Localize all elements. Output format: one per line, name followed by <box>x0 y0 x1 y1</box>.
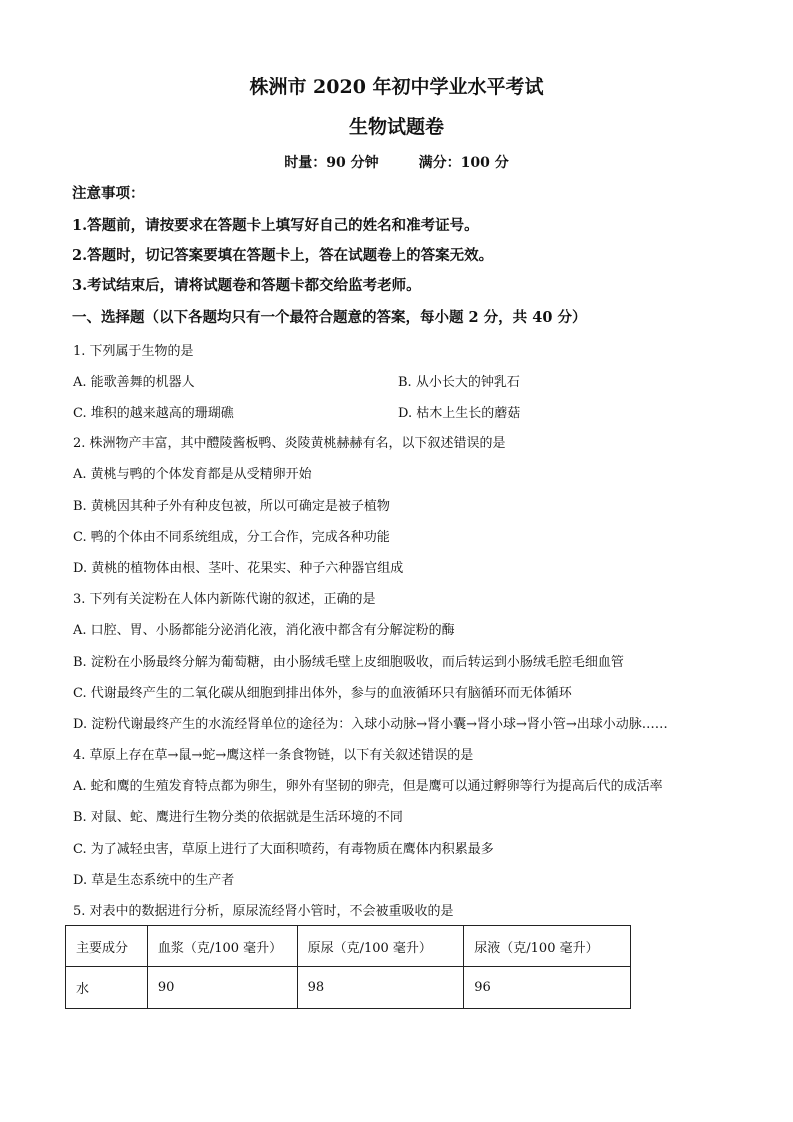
question-3-option-c: C. 代谢最终产生的二氧化碳从细胞到排出体外，参与的血液循环只有脑循环而无体循环 <box>73 686 572 701</box>
table-header-cell: 血浆（克/100 毫升） <box>147 926 297 967</box>
notice-item-1: 1.答题前，请按要求在答题卡上填写好自己的姓名和准考证号。 <box>72 217 479 234</box>
question-4-option-b: B. 对鼠、蛇、鹰进行生物分类的依据就是生活环境的不同 <box>73 810 403 825</box>
table-cell: 96 <box>464 967 631 1009</box>
question-1-option-a: A. 能歌善舞的机器人 <box>73 375 195 390</box>
section-heading: 一、选择题（以下各题均只有一个最符合题意的答案，每小题 2 分，共 40 分） <box>72 309 587 326</box>
data-table <box>65 925 631 1009</box>
table-row <box>66 967 631 1009</box>
time-limit: 时量：90 分钟 <box>284 155 379 171</box>
notice-item-3: 3.考试结束后，请将试题卷和答题卡都交给监考老师。 <box>72 277 421 294</box>
question-3-option-d: D. 淀粉代谢最终产生的水流经肾单位的途径为：入球小动脉→肾小囊→肾小球→肾小管→出球小动脉…… <box>73 717 668 732</box>
table-cell: 水 <box>66 967 148 1009</box>
table-header-row <box>66 926 631 967</box>
table-header-cell: 原尿（克/100 毫升） <box>297 926 464 967</box>
table-cell: 90 <box>147 967 297 1009</box>
notice-heading: 注意事项： <box>72 185 145 202</box>
question-1-option-b: B. 从小长大的钟乳石 <box>398 375 520 390</box>
exam-title: 株洲市 2020 年初中学业水平考试 <box>249 76 544 98</box>
question-3-stem: 3. 下列有关淀粉在人体内新陈代谢的叙述，正确的是 <box>73 592 376 607</box>
question-4-option-c: C. 为了减轻虫害，草原上进行了大面积喷药，有毒物质在鹰体内积累最多 <box>73 842 494 857</box>
question-4-option-a: A. 蛇和鹰的生殖发育特点都为卵生，卵外有坚韧的卵壳，但是鹰可以通过孵卵等行为提高后代的成活率 <box>73 779 663 794</box>
table-cell: 98 <box>297 967 464 1009</box>
question-2-option-c: C. 鸭的个体由不同系统组成，分工合作，完成各种功能 <box>73 530 390 545</box>
exam-meta <box>0 152 793 172</box>
question-2-option-d: D. 黄桃的植物体由根、茎叶、花果实、种子六种器官组成 <box>73 561 404 576</box>
exam-subtitle: 生物试题卷 <box>348 116 444 138</box>
question-2-option-a: A. 黄桃与鸭的个体发育都是从受精卵开始 <box>73 467 312 482</box>
question-4-option-d: D. 草是生态系统中的生产者 <box>73 873 235 888</box>
notice-item-2: 2.答题时，切记答案要填在答题卡上，答在试题卷上的答案无效。 <box>72 247 494 264</box>
question-5-stem: 5. 对表中的数据进行分析，原尿流经肾小管时，不会被重吸收的是 <box>73 904 454 919</box>
full-score: 满分：100 分 <box>418 155 509 171</box>
question-1-option-d: D. 枯木上生长的蘑菇 <box>398 406 521 421</box>
table-header-cell: 尿液（克/100 毫升） <box>464 926 631 967</box>
question-3-option-b: B. 淀粉在小肠最终分解为葡萄糖，由小肠绒毛壁上皮细胞吸收，而后转运到小肠绒毛腔毛细血管 <box>73 655 624 670</box>
table-header-cell: 主要成分 <box>66 926 148 967</box>
question-4-stem: 4. 草原上存在草→鼠→蛇→鹰这样一条食物链，以下有关叙述错误的是 <box>73 748 474 763</box>
question-2-option-b: B. 黄桃因其种子外有种皮包被，所以可确定是被子植物 <box>73 499 390 514</box>
question-2-stem: 2. 株洲物产丰富，其中醴陵酱板鸭、炎陵黄桃赫赫有名，以下叙述错误的是 <box>73 436 506 451</box>
question-3-option-a: A. 口腔、胃、小肠都能分泌消化液，消化液中都含有分解淀粉的酶 <box>73 623 455 638</box>
question-1-option-c: C. 堆积的越来越高的珊瑚礁 <box>73 406 234 421</box>
question-1-stem: 1. 下列属于生物的是 <box>73 344 194 359</box>
